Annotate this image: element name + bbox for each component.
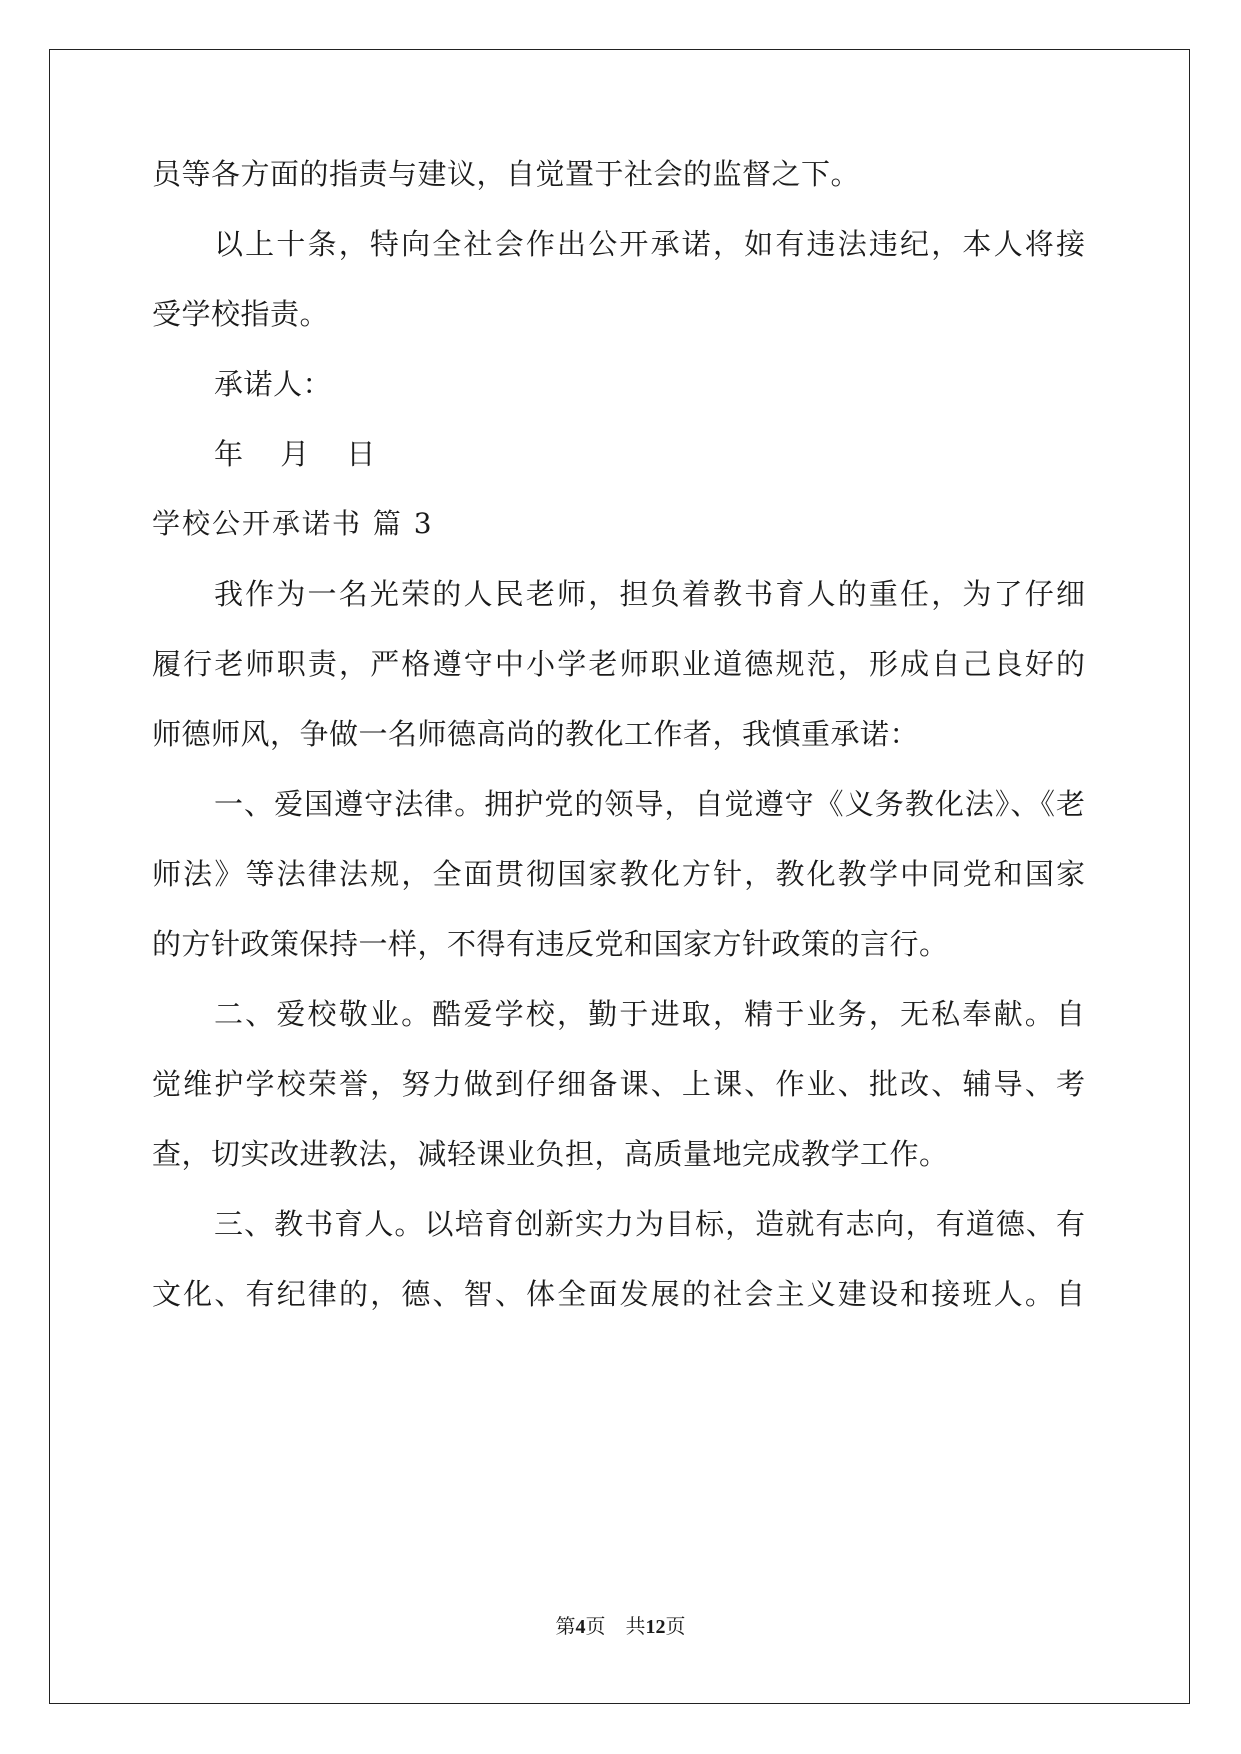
page-mid: 页 共 — [585, 1616, 646, 1638]
text-line: 查，切实改进教法，减轻课业负担，高质量地完成教学工作。 — [152, 1137, 949, 1171]
section-heading: 学校公开承诺书 篇 3 — [152, 507, 434, 540]
page-footer — [0, 1610, 1241, 1639]
text-line: 的方针政策保持一样，不得有违反党和国家方针政策的言行。 — [152, 927, 949, 961]
page-suffix: 页 — [665, 1616, 686, 1638]
text-line: 师德师风，争做一名师德高尚的教化工作者，我慎重承诺： — [152, 717, 920, 751]
text-line: 文化、有纪律的，德、智、体全面发展的社会主义建设和接班人。自 — [152, 1277, 1085, 1311]
page-prefix: 第 — [555, 1616, 576, 1638]
text-line: 一、爱国遵守法律。拥护党的领导，自觉遵守《义务教化法》、《老 — [214, 787, 1085, 821]
total-pages-number: 12 — [645, 1616, 666, 1638]
date-line: 年 月 日 — [214, 437, 390, 471]
text-line: 员等各方面的指责与建议，自觉置于社会的监督之下。 — [152, 157, 861, 191]
text-line: 师法》等法律法规，全面贯彻国家教化方针，教化教学中同党和国家 — [152, 857, 1085, 891]
text-line: 三、教书育人。以培育创新实力为目标，造就有志向，有道德、有 — [214, 1207, 1085, 1241]
current-page-number: 4 — [575, 1616, 586, 1638]
text-line: 我作为一名光荣的人民老师，担负着教书育人的重任，为了仔细 — [214, 577, 1085, 611]
text-line: 二、爱校敬业。酷爱学校，勤于进取，精于业务，无私奉献。自 — [214, 997, 1085, 1031]
text-line: 觉维护学校荣誉，努力做到仔细备课、上课、作业、批改、辅导、考 — [152, 1067, 1085, 1101]
text-line: 以上十条，特向全社会作出公开承诺，如有违法违纪，本人将接 — [214, 227, 1085, 261]
text-line: 履行老师职责，严格遵守中小学老师职业道德规范，形成自己良好的 — [152, 647, 1085, 681]
text-line: 受学校指责。 — [152, 297, 330, 331]
signatory-label: 承诺人： — [214, 367, 333, 401]
